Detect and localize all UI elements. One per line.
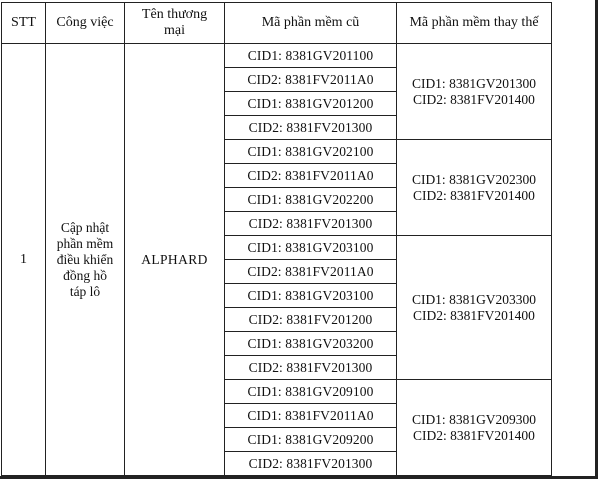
new-code-line: CID1: 8381GV209300 <box>411 411 537 427</box>
task-line: điều khiển <box>56 251 114 267</box>
task-line: đồng hồ <box>63 267 107 283</box>
stt-cell: 1 <box>2 44 46 476</box>
old-code-cell: CID1: 8381GV202100 <box>225 140 397 164</box>
header-task: Công việc <box>46 3 125 44</box>
header-row <box>2 3 552 44</box>
header-brand-line1: Tên thương <box>141 7 208 22</box>
old-code-cell: CID1: 8381GV203100 <box>225 236 397 260</box>
old-code-cell: CID1: 8381GV209200 <box>225 428 397 452</box>
old-code-cell: CID2: 8381FV2011A0 <box>225 164 397 188</box>
new-code-line: CID1: 8381GV202300 <box>411 171 537 187</box>
table-body <box>2 44 552 476</box>
old-code-cell: CID2: 8381FV2011A0 <box>225 68 397 92</box>
new-code-line: CID1: 8381GV203300 <box>411 291 537 307</box>
new-code-cell <box>397 236 552 380</box>
old-code-cell: CID1: 8381GV201100 <box>225 44 397 68</box>
header-stt: STT <box>2 3 46 44</box>
header-old-codes: Mã phần mềm cũ <box>225 3 397 44</box>
old-code-cell: CID2: 8381FV201300 <box>225 452 397 476</box>
old-code-cell: CID1: 8381GV209100 <box>225 380 397 404</box>
table-header <box>2 3 552 44</box>
header-brand-line2: mại <box>164 23 185 38</box>
header-brand <box>125 3 225 44</box>
old-code-cell: CID1: 8381GV203100 <box>225 284 397 308</box>
new-code-line: CID2: 8381FV201400 <box>413 187 535 203</box>
old-code-cell: CID1: 8381FV2011A0 <box>225 404 397 428</box>
table-row <box>2 44 552 68</box>
software-update-table <box>1 2 552 476</box>
new-code-line: CID2: 8381FV201400 <box>413 307 535 323</box>
old-code-cell: CID2: 8381FV2011A0 <box>225 260 397 284</box>
old-code-cell: CID2: 8381FV201200 <box>225 308 397 332</box>
old-code-cell: CID1: 8381GV202200 <box>225 188 397 212</box>
task-line: Cập nhật <box>60 219 110 235</box>
task-cell <box>46 44 125 476</box>
old-code-cell: CID1: 8381GV203200 <box>225 332 397 356</box>
header-new-codes: Mã phần mềm thay thế <box>397 3 552 44</box>
brand-cell: ALPHARD <box>125 44 225 476</box>
old-code-cell: CID2: 8381FV201300 <box>225 356 397 380</box>
old-code-cell: CID1: 8381GV201200 <box>225 92 397 116</box>
new-code-cell <box>397 380 552 476</box>
old-code-cell: CID2: 8381FV201300 <box>225 212 397 236</box>
new-code-line: CID2: 8381FV201400 <box>413 427 535 443</box>
new-code-cell <box>397 44 552 140</box>
task-line: phần mềm <box>56 235 114 251</box>
new-code-line: CID1: 8381GV201300 <box>411 75 537 91</box>
task-line: táp lô <box>69 283 101 299</box>
new-code-line: CID2: 8381FV201400 <box>413 91 535 107</box>
old-code-cell: CID2: 8381FV201300 <box>225 116 397 140</box>
new-code-cell <box>397 140 552 236</box>
